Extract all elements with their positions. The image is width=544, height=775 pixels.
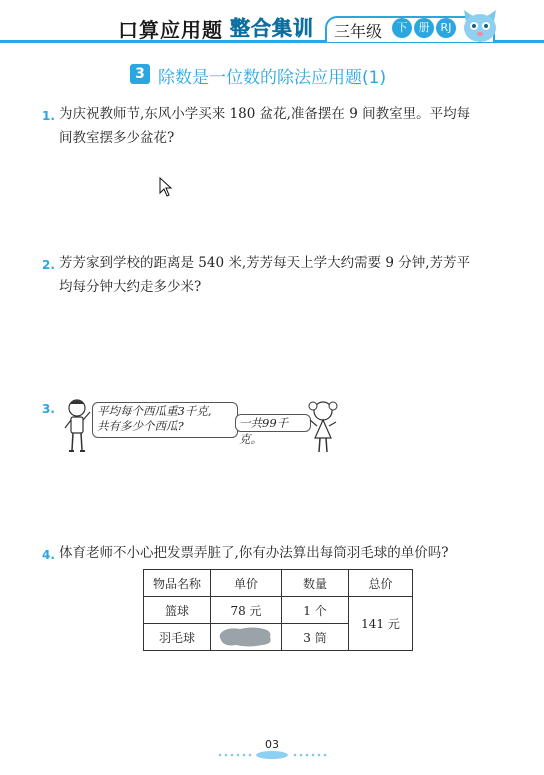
cat-mascot-icon — [460, 8, 500, 44]
question-4-text: 体育老师不小心把发票弄脏了,你有办法算出每筒羽毛球的单价吗? — [59, 545, 449, 561]
page-header — [0, 0, 544, 46]
boy-speech-bubble — [92, 402, 238, 438]
invoice-cell-total: 141 元 — [349, 597, 413, 651]
invoice-cell-price-smudged — [211, 624, 282, 651]
invoice-header-price: 单价 — [211, 570, 282, 597]
table-row — [144, 597, 413, 624]
grade-label: 三年级 — [334, 22, 383, 41]
boy-speech-line-2: 共有多少个西瓜? — [97, 419, 184, 433]
section-number: 3 — [130, 64, 150, 84]
invoice-cell-qty: 3 筒 — [282, 624, 349, 651]
boy-speech-line-1: 平均每个西瓜重3千克, — [97, 404, 212, 418]
question-1-line-2: 间教室摆多少盆花? — [59, 130, 175, 146]
badge-volume: 下 — [392, 18, 412, 38]
question-3-number: 3. — [42, 402, 55, 416]
invoice-cell-qty: 1 个 — [282, 597, 349, 624]
invoice-header-total: 总价 — [349, 570, 413, 597]
question-1-number: 1. — [42, 109, 55, 123]
badge-edition: RJ — [436, 18, 456, 38]
question-1-line-1: 为庆祝教师节,东风小学买来 180 盆花,准备摆在 9 间教室里。平均每 — [59, 106, 471, 122]
invoice-table — [143, 569, 413, 651]
invoice-cell-item: 篮球 — [144, 597, 211, 624]
question-2-line-2: 均每分钟大约走多少米? — [59, 279, 202, 295]
book-title-highlight: 整合集训 — [230, 16, 314, 40]
page-number: 03 — [265, 738, 279, 751]
section-title: 除数是一位数的除法应用题(1) — [158, 68, 387, 88]
boy-figure-icon — [62, 398, 92, 456]
question-4-number: 4. — [42, 548, 55, 562]
girl-speech-bubble — [235, 414, 311, 446]
question-1-text — [59, 102, 470, 150]
girl-figure-icon — [306, 400, 340, 456]
question-2-line-1: 芳芳家到学校的距离是 540 米,芳芳每天上学大约需要 9 分钟,芳芳平 — [59, 255, 471, 271]
mouse-cursor-icon — [159, 177, 173, 197]
invoice-header-row — [144, 570, 413, 597]
invoice-cell-item: 羽毛球 — [144, 624, 211, 651]
invoice-header-qty: 数量 — [282, 570, 349, 597]
question-2-text — [59, 251, 470, 299]
ink-smudge-icon — [218, 626, 274, 648]
page-dots-decoration — [215, 750, 330, 760]
badge-book: 册 — [414, 18, 434, 38]
question-2-number: 2. — [42, 258, 55, 272]
invoice-cell-price: 78 元 — [211, 597, 282, 624]
book-title: 口算应用题 — [118, 18, 223, 42]
invoice-header-item: 物品名称 — [144, 570, 211, 597]
girl-speech-text: 一共99千克。 — [239, 416, 289, 446]
